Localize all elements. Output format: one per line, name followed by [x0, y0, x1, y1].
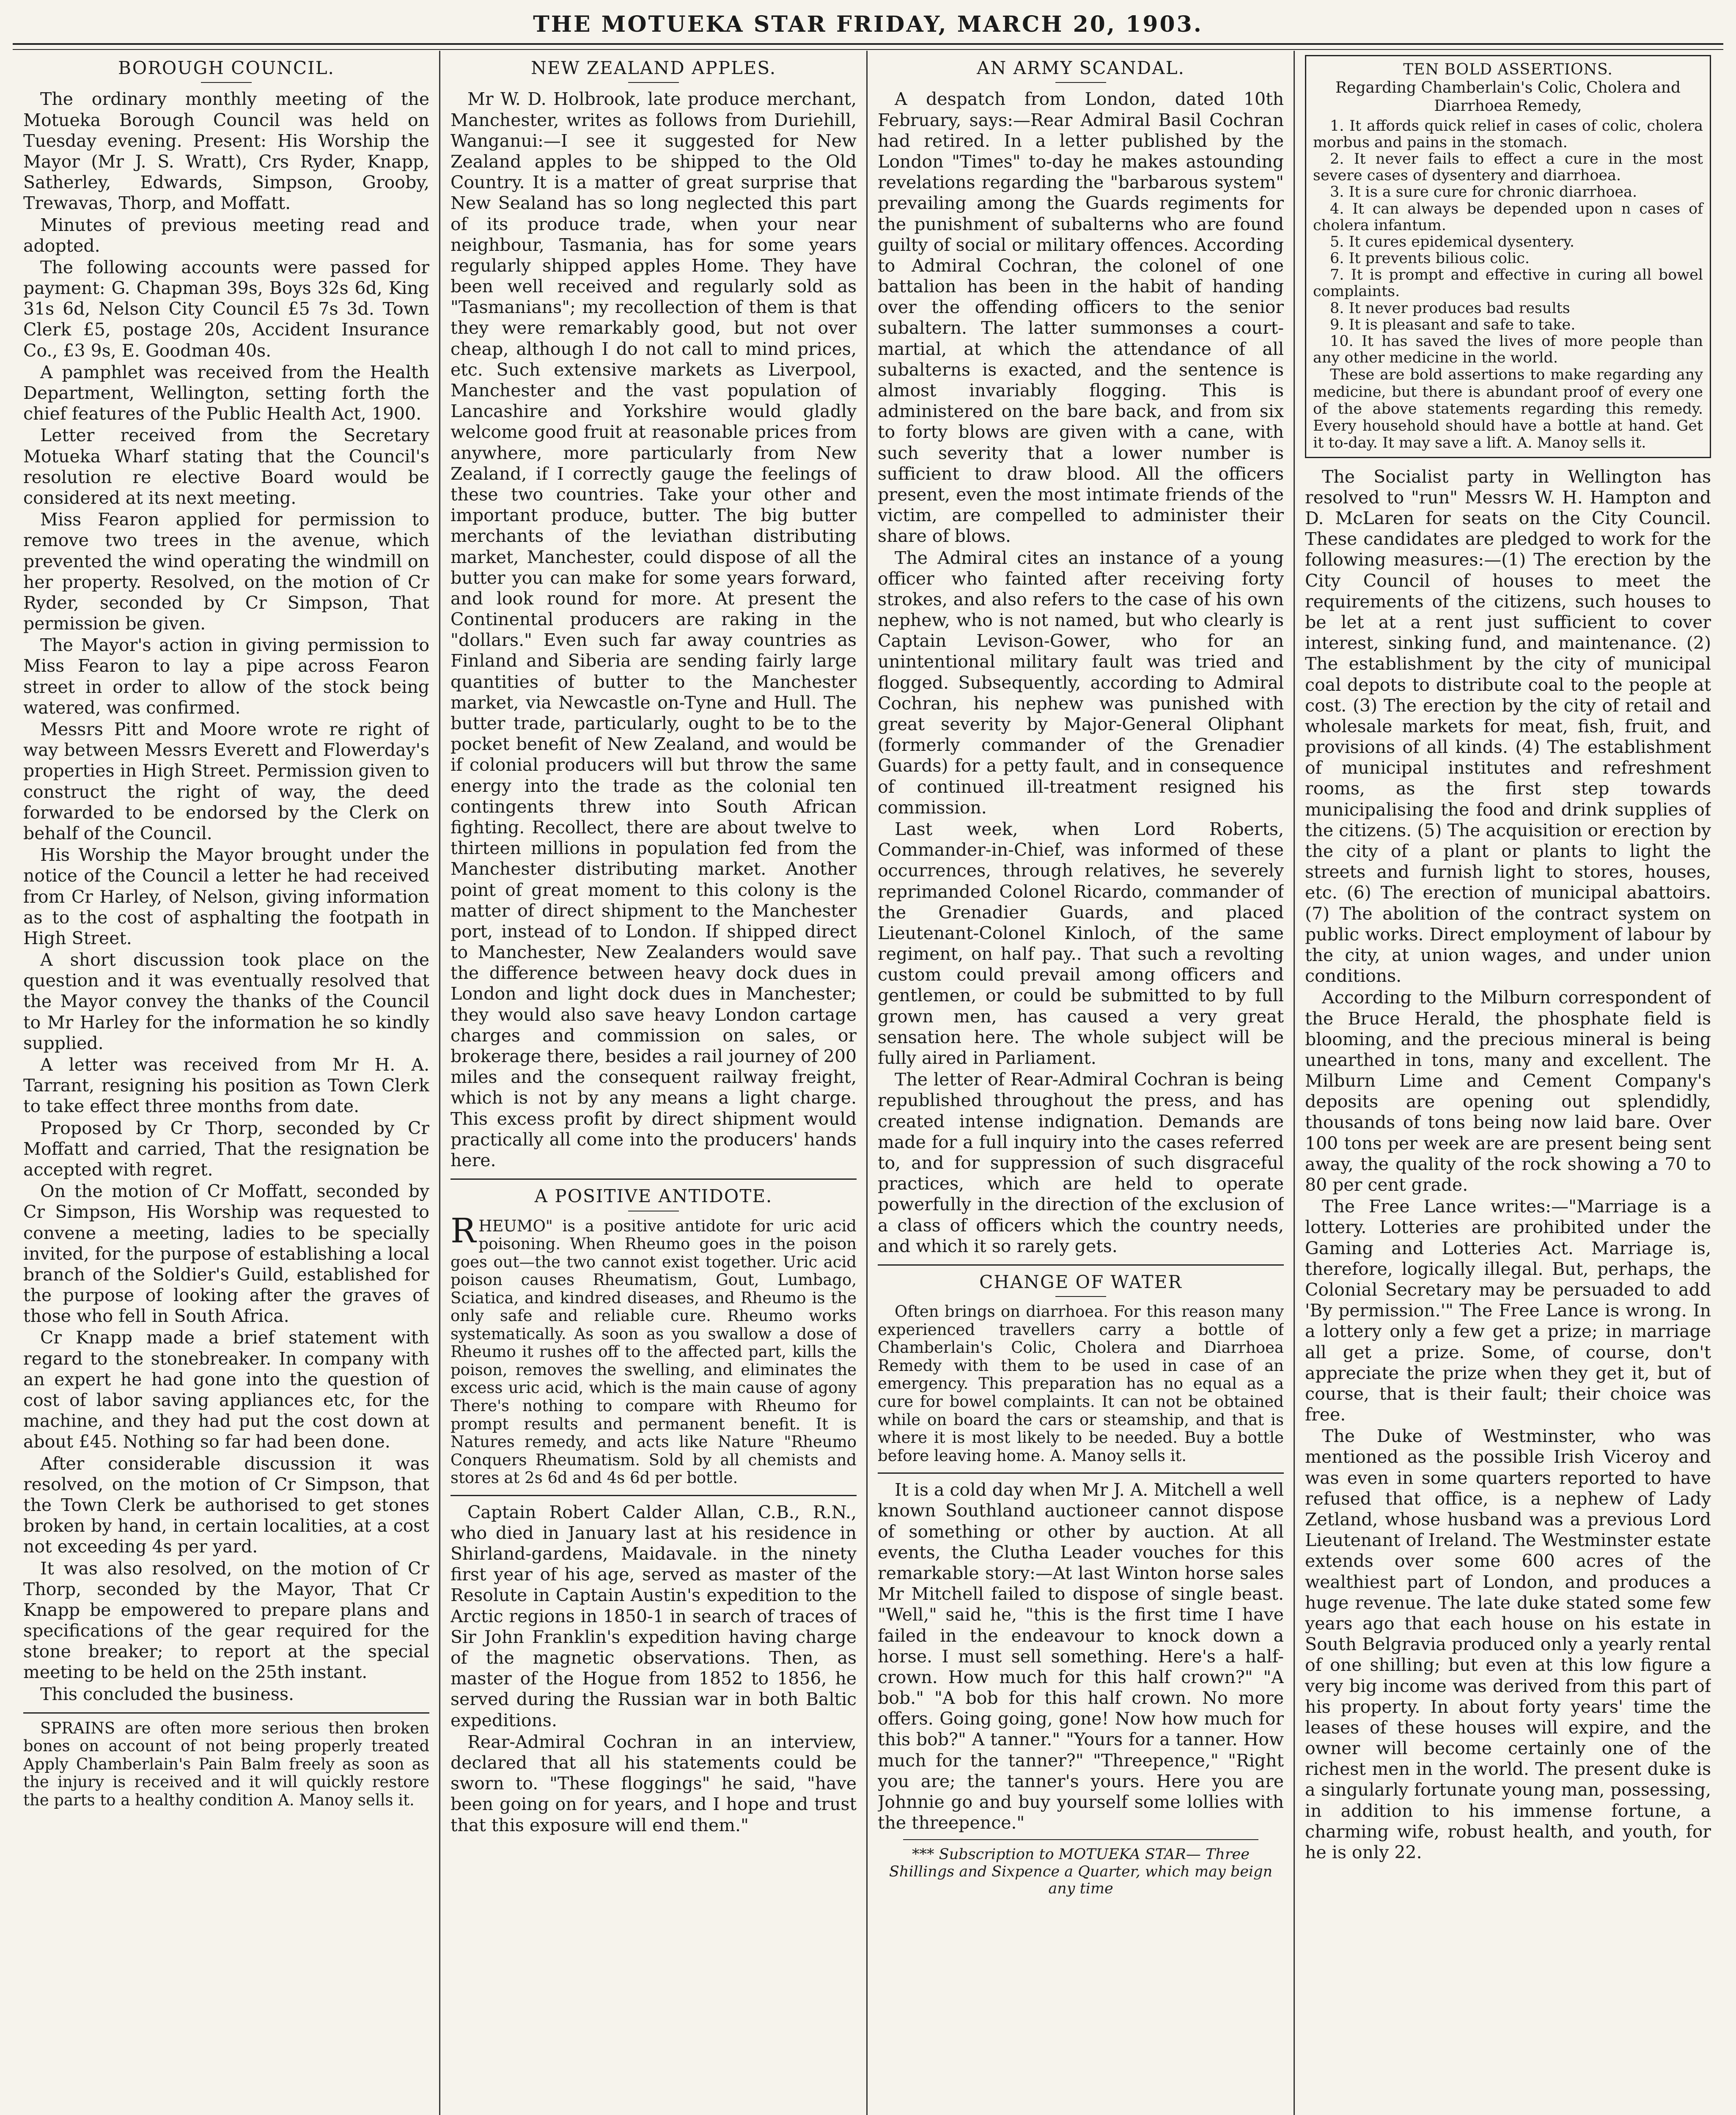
paragraph: A short discussion took place on the question and it was eventually resolved that the Mayor convey the thanks of the Council to Mr Harley for the information he so kindly supplied. — [23, 950, 429, 1053]
list-item: 8. It never produces bad results — [1330, 299, 1570, 317]
paragraph: Captain Robert Calder Allan, C.B., R.N., who died in January last at his residence in Shirland-gardens, Maidavale. in the ninety first year of his age, served as master of the Resolute in Captain Austin's expedition to the Arctic regions in 1850-1 in search of traces of Sir John Franklin's expedition having charge of the magnetic observations. Then, as master of the Hogue from 1852 to 1856, he served during the Russian war in both Baltic expeditions. — [450, 1502, 857, 1730]
dropcap: R — [450, 1211, 476, 1250]
section-rule — [23, 1712, 429, 1714]
section-rule — [878, 1264, 1284, 1266]
section-rule — [878, 1472, 1284, 1474]
column-divider — [866, 51, 868, 2115]
ten-assertions-box — [1305, 55, 1711, 458]
section-rule — [450, 1178, 857, 1180]
paragraph: This concluded the business. — [40, 1684, 294, 1704]
paragraph: Miss Fearon applied for permission to remove two trees in the avenue, which prevented the wind operating the windmill on her property. Resolved, on the motion of Cr Ryder, seconded by Cr Simpson, That permission be given. — [23, 509, 429, 634]
paragraph: Messrs Pitt and Moore wrote re right of way between Messrs Everett and Flowerday's properties in High Street. Permission given to construct the right of way, the deed forwarded to be endorsed by the Clerk on behalf of the Council. — [23, 719, 429, 843]
paragraph: Letter received from the Secretary Motueka Wharf stating that the Council's resolution re elective Board would be considered at its next meeting. — [23, 425, 429, 508]
borough-council-body — [23, 89, 429, 1704]
column-4 — [1305, 55, 1711, 2115]
article-heading-positive-antidote: A POSITIVE ANTIDOTE. — [450, 1186, 857, 1211]
paragraph: A letter was received from Mr H. A. Tarrant, resigning his position as Town Clerk to take effect three months from date. — [23, 1055, 429, 1117]
list-item: 4. It can always be depended upon n cases of cholera infantum. — [1313, 200, 1703, 234]
paragraph: According to the Milburn correspondent of the Bruce Herald, the phosphate field is blooming, and the precious mineral is being unearthed in tons, many and excellent. The Milburn Lime and Cement Company's deposits are opening out splendidly, thousands of tons being now laid bare. Over 100 tons per week are are present being sent away, the quality of the rock showing a 70 to 80 per cent grade. — [1305, 987, 1711, 1195]
column-2 — [450, 55, 857, 2115]
article-heading-nz-apples: NEW ZEALAND APPLES. — [450, 58, 857, 83]
paragraph: A despatch from London, dated 10th February, says:—Rear Admiral Basil Cochran had retired. In a letter published by the London "Times" to-day he makes astounding revelations regarding the "barbarous system" prevailing among the Guards regiments for the punishment of subalterns who are found guilty of social or military offences. According to Admiral Cochran, the colonel of one battalion has been in the habit of handing over the offending officers to the senior subaltern. The latter summonses a court-martial, at which the attendance of all subalterns is exacted, and the sentence is almost invariably flogging. This is administered on the bare back, and from six to forty blows are given with a cane, with such severity that a lower number is sufficient to draw blood. All the officers present, even the most intimate friends of the victim, are compelled to administer their share of blows. — [878, 89, 1284, 547]
paragraph: His Worship the Mayor brought under the notice of the Council a letter he had received from Cr Harley, of Nelson, giving information as to the cost of asphalting the footpath in High Street. — [23, 845, 429, 948]
section-rule — [903, 1839, 1258, 1840]
list-item: 10. It has saved the lives of more people than any other medicine in the world. — [1313, 333, 1703, 367]
paragraph: A pamphlet was received from the Health Department, Wellington, setting forth the chief features of the Public Health Act, 1900. — [23, 362, 429, 424]
paragraph: Last week, when Lord Roberts, Commander-in-Chief, was informed of these occurrences, through relatives, he severely reprimanded Colonel Ricardo, commander of the Grenadier Guards, and placed Lieutenant-Colonel Kinloch, of the same regiment, on half pay.. That such a revolting custom could prevail among officers and gentlemen, or could be submitted to by full grown men, has caused a very great sensation here. The whole subject will be fully aired in Parliament. — [878, 819, 1284, 1068]
article-heading-army-scandal: AN ARMY SCANDAL. — [878, 58, 1284, 83]
box-subtitle: Regarding Chamberlain's Colic, Cholera and Diarrhoea Remedy, — [1335, 79, 1681, 115]
paragraph: The Mayor's action in giving permission to Miss Fearon to lay a pipe across Fearon street in order to allow of the stock being watered, was confirmed. — [23, 635, 429, 718]
column-divider — [1294, 51, 1295, 2115]
paragraph: It is a cold day when Mr J. A. Mitchell a well known Southland auctioneer cannot dispose of something or other by auction. At all events, the Clutha Leader vouches for this remarkable story:—At last Winton horse sales Mr Mitchell failed to dispose of single beast. "Well," said he, "this is the first time I have failed in the endeavour to knock down a horse. I must sell something. Here's a half-crown. How much for this half crown?" "A bob." "A bob for this half crown. No more offers. Going going, gone! Now how much for this bob?" A tanner." "Yours for a tanner. How much for the tanner?" "Threepence," "Right you are; the tanner's yours. Here you are Johnnie go and buy yourself some lollies with the threepence." — [878, 1480, 1284, 1833]
assertions-list — [1313, 118, 1703, 367]
section-rule — [450, 1495, 857, 1496]
paragraph: The Free Lance writes:—"Marriage is a lottery. Lotteries are prohibited under the Gaming and Lotteries Act. Marriage is, therefore, logically illegal. But, perhaps, the Colonial Secretary may be persuaded to add 'By permission.'" The Free Lance is wrong. In a lottery only a few get a prize; in marriage all get a prize. Some, of course, don't appreciate the prize when they get it, but of course, that is their fault; their choice was free. — [1305, 1196, 1711, 1425]
column-divider — [439, 51, 440, 2115]
column-1 — [23, 55, 429, 2115]
paragraph: The Socialist party in Wellington has resolved to "run" Messrs W. H. Hampton and D. McLaren for seats on the City Council. These candidates are pledged to work for the following measures:—(1) The erection by the City Council of houses to meet the requirements of the citizens, such houses to be let at a rent just sufficient to cover interest, sinking fund, and maintenance. (2) The establishment by the city of municipal coal depots to distribute coal to the people at cost. (3) The erection by the city of retail and wholesale markets for meat, fish, fruit, and provisions of all kinds. (4) The establishment of municipal institutes and refreshment rooms, as the first step towards municipalising the food and drink supplies of the citizens. (5) The acquisition or erection by the city of a plant or plants to light the streets and furnish light to stores, houses, etc. (6) The erection of municipal abattoirs. (7) The abolition of the contract system on public works. Direct employment of labour by the city, at union wages, and under union conditions. — [1305, 466, 1711, 986]
list-item: 3. It is a sure cure for chronic diarrhoea. — [1330, 184, 1637, 201]
subscription-notice: *** Subscription to MOTUEKA STAR— Three Shillings and Sixpence a Quarter, which may beign any time — [889, 1846, 1273, 1897]
paragraph: The following accounts were passed for payment: G. Chapman 39s, Boys 32s 6d, King 31s 6d, Nelson City Council £5 7s 3d. Town Clerk £5, postage 20s, Accident Insurance Co., £3 9s, E. Goodman 40s. — [23, 257, 429, 361]
box-title: TEN BOLD ASSERTIONS. — [1403, 61, 1613, 78]
masthead: THE MOTUEKA STAR FRIDAY, MARCH 20, 1903. — [533, 11, 1203, 37]
paragraph: Mr W. D. Holbrook, late produce merchant, Manchester, writes as follows from Duriehill, Wanganui:—I see it suggested for New Zealand apples to be shipped to the Old Country. It is a matter of great surprise that New Sealand has so long neglected this part of its produce trade, when your near neighbour, Tasmania, has for some years regularly shipped apples Home. They have been well received and regularly sold as "Tasmanians"; my recollection of them is that they were remarkably good, but not over cheap, although I do not call to mind prices, etc. Such extensive markets as Liverpool, Manchester and the vast population of Lancashire and Yorkshire would gladly welcome good fruit at reasonable prices from anywhere, more particularly from New Zealand, if I correctly gauge the feelings of these two countries. Take your other and important produce, butter. The big butter merchants of the leviathan distributing market, Manchester, could dispose of all the butter you can make for some years forward, and look round for more. At present the Continental producers are raking in the "dollars." Even such far away countries as Finland and Siberia are sending fairly large quantities of butter to the Manchester market, via Newcastle on-Tyne and Hull. The butter trade, particularly, ought to be to the pocket benefit of New Zealand, and would be if colonial producers will but throw the same energy into the trade as the colonial ten contingents threw into South African fighting. Recollect, there are about twelve to thirteen millions in population fed from the Manchester distributing market. Another point of great moment to this colony is the matter of direct shipment to the Manchester port, instead of to London. If shipped direct to Manchester, New Zealanders would save the difference between heavy dock dues in London and light dock dues in Manchester; they would also save heavy London cartage charges and commission on sales, or brokerage there, besides a rail journey of 200 miles and the consequent railway freight, which is not by any means a light charge. This excess profit by direct shipment would practically all come into the producers' hands here. — [450, 89, 857, 1170]
box-closing: These are bold assertions to make regarding any medicine, but there is abundant proof of every one of the above statements regarding this remedy. Every household should have a bottle at hand. Get it to-day. It may save a lift. A. Manoy sells it. — [1313, 366, 1703, 452]
article-heading-change-of-water: CHANGE OF WATER — [878, 1272, 1284, 1297]
paragraph: The letter of Rear-Admiral Cochran is being republished throughout the press, and has created intense indignation. Demands are made for a full inquiry into the cases referred to, and for suppression of such disgraceful practices, which are held to operate powerfully in the direction of the exclusion of a class of officers which the country needs, and which it so rarely gets. — [878, 1069, 1284, 1256]
article-heading-borough-council: BOROUGH COUNCIL. — [23, 58, 429, 83]
change-of-water-advert: Often brings on diarrhoea. For this reason many experienced travellers carry a bottle of Chamberlain's Colic, Cholera and Diarrhoea Remedy with them to be used in case of an emergency. This preparation has no equal as a cure for bowel complaints. It can not be obtained while on board the cars or steamship, and that is where it is most likely to be needed. Buy a bottle before leaving home. A. Manoy sells it. — [878, 1302, 1284, 1465]
paragraph: Proposed by Cr Thorp, seconded by Cr Moffatt and carried, That the resignation be accepted with regret. — [23, 1118, 429, 1180]
rheumo-advert-text: HEUMO" is a positive antidote for uric acid poisoning. When Rheumo goes in the poison goes out—the two cannot exist together. Uric acid poison causes Rheumatism, Gout, Lumbago, Sciatica, and kindred diseases, and Rheumo is the only safe and reliable cure. Rheumo works systematically. As soon as you swallow a dose of Rheumo it rushes off to the affected part, kills the poison, removes the swelling, and eliminates the excess uric acid, which is the main cause of agony There's nothing to compare with Rheumo for prompt results and permanent benefit. It is Natures remedy, and acts like Nature "Rheumo Conquers Rheumatism. Sold by all chemists and stores at 2s 6d and 4s 6d per bottle. — [450, 1217, 857, 1487]
paragraph: On the motion of Cr Moffatt, seconded by Cr Simpson, His Worship was requested to convene a meeting, ladies to be specially invited, for the purpose of establishing a local branch of the Soldier's Guild, established for the purpose of looking after the graves of those who fell in South Africa. — [23, 1181, 429, 1327]
list-item: 5. It cures epidemical dysentery. — [1330, 233, 1574, 250]
list-item: 1. It affords quick relief in cases of colic, cholera morbus and pains in the stomach. — [1313, 117, 1703, 151]
list-item: 2. It never fails to effect a cure in the most severe cases of dysentery and diarrhoea. — [1313, 150, 1703, 184]
list-item: 9. It is pleasant and safe to take. — [1330, 316, 1576, 333]
rheumo-advert — [450, 1211, 857, 1487]
list-item: 6. It prevents bilious colic. — [1330, 250, 1530, 267]
paragraph: After considerable discussion it was resolved, on the motion of Cr Simpson, that the Town Clerk be authorised to get stones broken by hand, in certain localities, at a cost not exceeding 4s per yard. — [23, 1453, 429, 1557]
paragraph: Minutes of previous meeting read and adopted. — [23, 214, 429, 256]
paragraph: Cr Knapp made a brief statement with regard to the stonebreaker. In company with an expert he had gone into the question of cost of labor saving appliances etc, for the machine, and they had put the cost down at about £45. Nothing so far had been done. — [23, 1327, 429, 1452]
column-3 — [878, 55, 1284, 2115]
paragraph: The Admiral cites an instance of a young officer who fainted after receiving forty strokes, and also refers to the case of his own nephew, who is not named, but who clearly is Captain Levison-Gower, who for an unintentional military fault was tried and flogged. Subsequently, according to Admiral Cochran, his nephew was punished with great severity by Major-General Oliphant (formerly commander of the Grenadier Guards) for a petty fault, and in consequence of continued ill-treatment resigned his commission. — [878, 547, 1284, 818]
paragraph: The ordinary monthly meeting of the Motueka Borough Council was held on Tuesday evening. Present: His Worship the Mayor (Mr J. S. Wratt), Crs Ryder, Knapp, Satherley, Edwards, Simpson, Grooby, Trewavas, Thorp, and Moffatt. — [23, 89, 429, 214]
paragraph: Rear-Admiral Cochran in an interview, declared that all his statements could be sworn to. "These floggings" he said, "have been going on for years, and I hope and trust that this exposure will end them." — [450, 1731, 857, 1835]
list-item: 7. It is prompt and effective in curing all bowel complaints. — [1313, 266, 1703, 300]
paragraph: The Duke of Westminster, who was mentioned as the possible Irish Viceroy and was even in some quarters reported to have refused that office, is a nephew of Lady Zetland, whose husband was a previous Lord Lieutenant of Ireland. The Westminster estate extends over some 600 acres of the wealthiest part of London, and produces a huge revenue. The late duke stated some few years ago that each house on his estate in South Belgravia produced only a yearly rental of one shilling; but even at this low figure a very big income was derived from this part of his property. In about forty years' time the leases of these houses will expire, and the owner will become certainly one of the richest men in the world. The present duke is a singularly fortunate young man, possessing, in addition to his immense fortune, a charming wife, robust health, and youth, for he is only 22. — [1305, 1426, 1711, 1862]
paragraph: It was also resolved, on the motion of Cr Thorp, seconded by the Mayor, That Cr Knapp be empowered to prepare plans and specifications of the gear required for the stone breaker; to report at the special meeting to be held on the 25th instant. — [23, 1558, 429, 1683]
masthead-rule — [13, 43, 1723, 50]
sprains-advert: SPRAINS are often more serious then broken bones on account of not being properly treated Apply Chamberlain's Pain Balm freely as soon as the injury is received and it will quickly restore the parts to a healthy condition A. Manoy sells it. — [23, 1719, 429, 1810]
